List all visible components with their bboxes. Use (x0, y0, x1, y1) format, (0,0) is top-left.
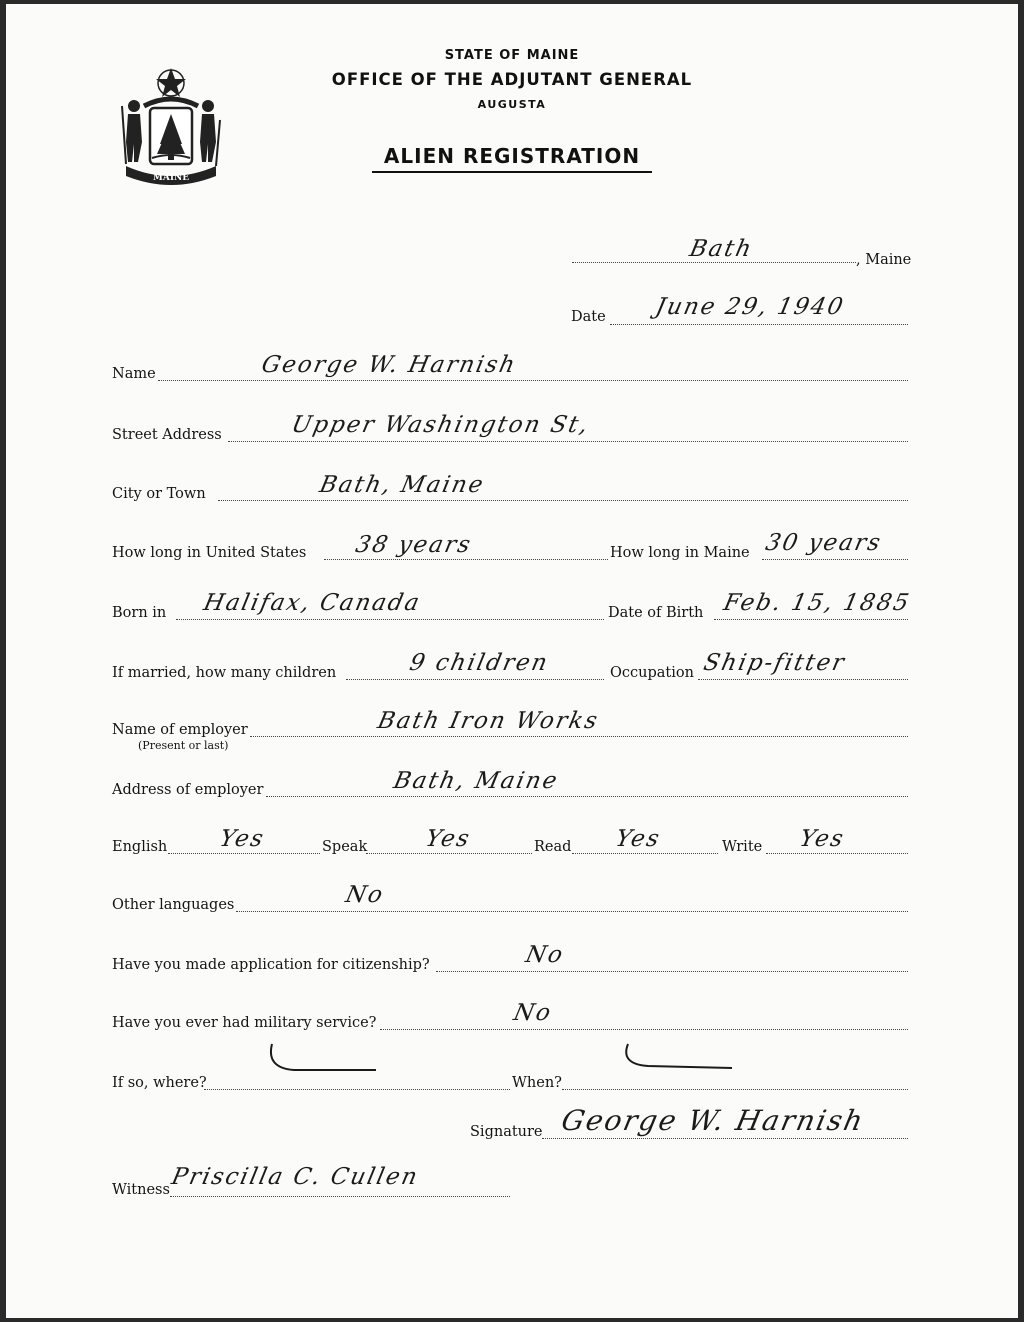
employer-address-label: Address of employer (112, 782, 264, 798)
city-or-town-line (218, 500, 908, 501)
name-value: George W. Harnish (259, 352, 520, 378)
seal-ribbon-text: MAINE (152, 173, 190, 183)
occupation-value: Ship-fitter (701, 650, 849, 676)
write-line (766, 853, 908, 854)
married-children-label: If married, how many children (112, 665, 337, 681)
state-heading: STATE OF MAINE (444, 48, 580, 63)
how-long-maine-label: How long in Maine (610, 545, 750, 561)
maine-suffix-label: , Maine (856, 252, 912, 268)
speak-label: Speak (322, 839, 368, 855)
citizenship-application-label: Have you made application for citizenship? (112, 957, 430, 973)
english-label: English (112, 839, 168, 855)
how-long-us-label: How long in United States (112, 545, 307, 561)
town-value: Bath (687, 236, 756, 262)
signature-line (542, 1138, 908, 1139)
employer-address-value: Bath, Maine (391, 768, 562, 794)
occupation-label: Occupation (610, 665, 694, 681)
name-label: Name (112, 366, 156, 382)
english-value: Yes (217, 826, 268, 852)
other-languages-label: Other languages (112, 897, 235, 913)
city-or-town-label: City or Town (112, 486, 206, 502)
born-in-line (176, 619, 604, 620)
name-line (158, 380, 908, 381)
street-address-label: Street Address (112, 427, 222, 443)
date-label: Date (571, 309, 606, 325)
employer-note-label: (Present or last) (138, 739, 229, 752)
street-address-value: Upper Washington St, (289, 412, 592, 438)
where-dash-mark (264, 1038, 384, 1078)
english-line (168, 853, 320, 854)
occupation-line (698, 679, 908, 680)
other-languages-value: No (343, 882, 387, 908)
title-underline (372, 171, 652, 173)
write-value: Yes (797, 826, 848, 852)
employer-address-line (266, 796, 908, 797)
date-line (610, 324, 908, 325)
speak-line (366, 853, 532, 854)
office-heading: OFFICE OF THE ADJUTANT GENERAL (331, 70, 693, 89)
how-long-us-value: 38 years (353, 532, 475, 558)
town-line (572, 262, 856, 263)
citizenship-application-line (436, 971, 908, 972)
how-long-maine-value: 30 years (763, 530, 885, 556)
children-value: 9 children (407, 650, 552, 676)
citizenship-application-value: No (523, 942, 567, 968)
military-service-value: No (511, 1000, 555, 1026)
city-or-town-value: Bath, Maine (317, 472, 488, 498)
witness-label: Witness (112, 1182, 170, 1198)
write-label: Write (722, 839, 763, 855)
speak-value: Yes (423, 826, 474, 852)
signature-label: Signature (470, 1124, 543, 1140)
if-so-where-line (204, 1089, 510, 1090)
if-so-where-label: If so, where? (112, 1075, 207, 1091)
when-line (562, 1089, 908, 1090)
read-line (572, 853, 718, 854)
military-service-label: Have you ever had military service? (112, 1015, 377, 1031)
how-long-us-line (324, 559, 608, 560)
date-of-birth-value: Feb. 15, 1885 (721, 590, 913, 616)
born-in-value: Halifax, Canada (201, 590, 424, 616)
employer-name-line (250, 736, 908, 737)
born-in-label: Born in (112, 605, 167, 621)
witness-value: Priscilla C. Cullen (169, 1164, 422, 1190)
date-of-birth-line (714, 619, 908, 620)
employer-name-value: Bath Iron Works (375, 708, 602, 734)
date-value: June 29, 1940 (653, 294, 847, 320)
read-value: Yes (613, 826, 664, 852)
when-label: When? (512, 1075, 562, 1091)
read-label: Read (534, 839, 572, 855)
other-languages-line (236, 911, 908, 912)
registration-form (6, 4, 1018, 1318)
city-heading: AUGUSTA (477, 98, 547, 111)
married-children-line (346, 679, 604, 680)
form-title: ALIEN REGISTRATION (383, 144, 641, 168)
witness-line (170, 1196, 510, 1197)
military-service-line (380, 1029, 908, 1030)
how-long-maine-line (762, 559, 908, 560)
employer-name-label: Name of employer (112, 722, 248, 738)
date-of-birth-label: Date of Birth (608, 605, 704, 621)
when-dash-mark (618, 1038, 738, 1078)
street-address-line (228, 441, 908, 442)
signature-value: George W. Harnish (558, 1104, 868, 1137)
